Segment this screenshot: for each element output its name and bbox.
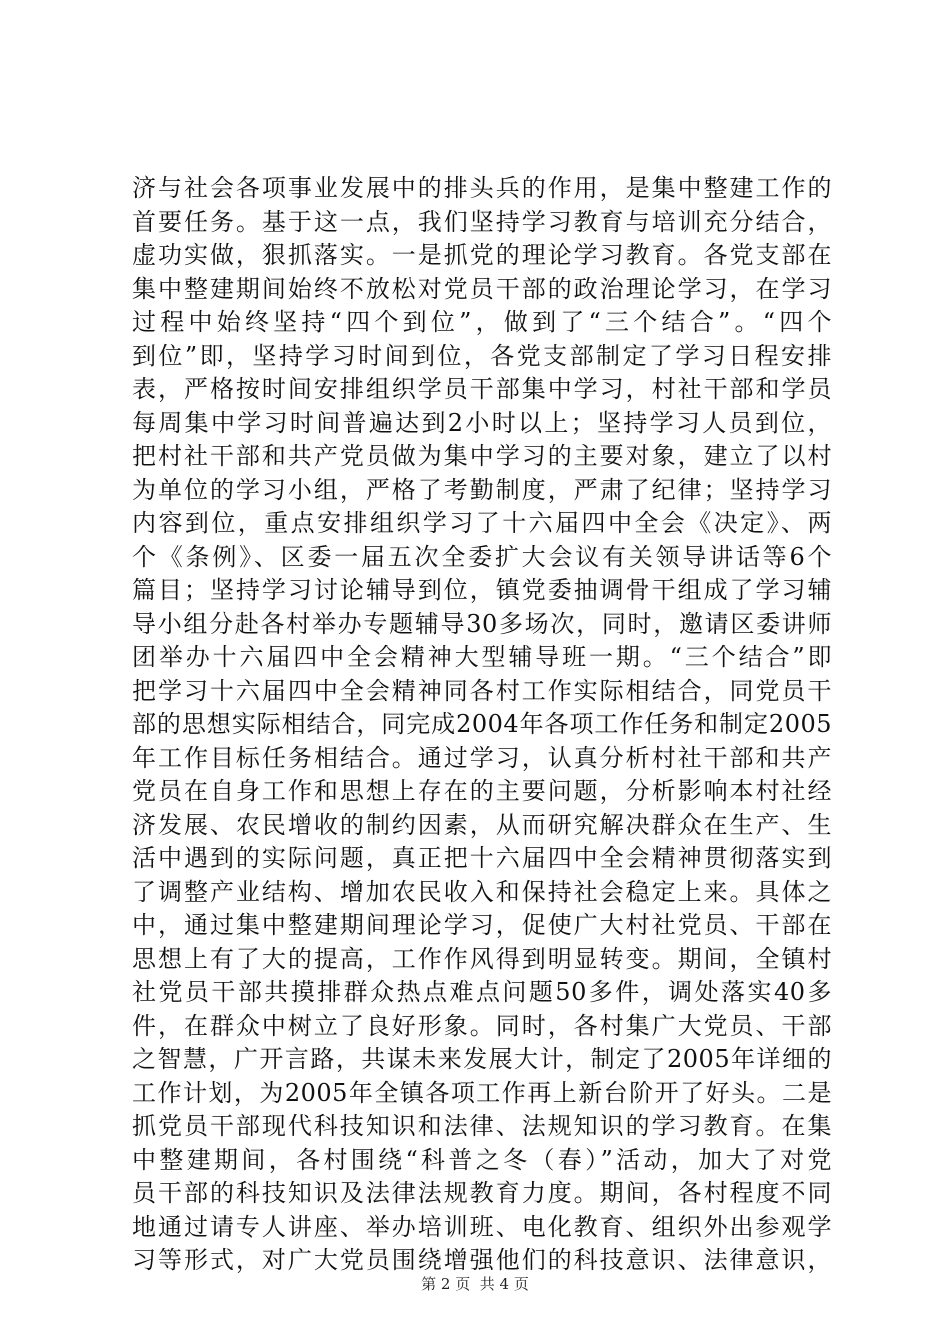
text-line: 党员在自身工作和思想上存在的主要问题，分析影响本村社经 <box>132 777 832 805</box>
text-line: 社党员干部共摸排群众热点难点问题50多件，调处落实40多 <box>132 978 832 1006</box>
body-text <box>132 172 832 1278</box>
text-line: 把村社干部和共产党员做为集中学习的主要对象，建立了以村 <box>132 442 832 470</box>
text-line: 员干部的科技知识及法律法规教育力度。期间，各村程度不同 <box>132 1179 832 1207</box>
text-line: 中整建期间，各村围绕“科普之冬（春）”活动，加大了对党 <box>132 1145 832 1174</box>
text-line: 个《条例》、区委一届五次全委扩大会议有关领导讲话等6个 <box>132 542 832 571</box>
text-line: 团举办十六届四中全会精神大型辅导班一期。“三个结合”即 <box>132 643 832 671</box>
page-footer: 第 2 页 共 4 页 <box>421 1275 529 1293</box>
text-line: 为单位的学习小组，严格了考勤制度，严肃了纪律；坚持学习 <box>132 475 832 504</box>
text-line: 年工作目标任务相结合。通过学习，认真分析村社干部和共产 <box>132 743 832 772</box>
text-line: 集中整建期间始终不放松对党员干部的政治理论学习，在学习 <box>132 274 832 303</box>
text-line: 地通过请专人讲座、举办培训班、电化教育、组织外出参观学 <box>132 1212 832 1241</box>
text-line: 首要任务。基于这一点，我们坚持学习教育与培训充分结合， <box>132 207 832 236</box>
text-line: 导小组分赴各村举办专题辅导30多场次，同时，邀请区委讲师 <box>132 609 832 638</box>
text-line: 过程中始终坚持“四个到位”，做到了“三个结合”。“四个 <box>132 308 832 336</box>
text-line: 活中遇到的实际问题，真正把十六届四中全会精神贯彻落实到 <box>132 844 832 872</box>
text-line: 把学习十六届四中全会精神同各村工作实际相结合，同党员干 <box>132 676 832 705</box>
text-line: 思想上有了大的提高，工作作风得到明显转变。期间，全镇村 <box>132 944 832 973</box>
text-line: 之智慧，广开言路，共谋未来发展大计，制定了2005年详细的 <box>132 1045 832 1073</box>
text-line: 虚功实做，狠抓落实。一是抓党的理论学习教育。各党支部在 <box>132 241 832 269</box>
text-line: 济发展、农民增收的制约因素，从而研究解决群众在生产、生 <box>132 810 832 839</box>
text-line: 抓党员干部现代科技知识和法律、法规知识的学习教育。在集 <box>132 1112 832 1140</box>
text-line: 内容到位，重点安排组织学习了十六届四中全会《决定》、两 <box>132 509 832 537</box>
text-line: 部的思想实际相结合，同完成2004年各项工作任务和制定2005 <box>132 710 832 738</box>
text-line: 工作计划，为2005年全镇各项工作再上新台阶开了好头。二是 <box>132 1078 832 1107</box>
text-line: 篇目；坚持学习讨论辅导到位，镇党委抽调骨干组成了学习辅 <box>132 576 832 604</box>
text-line: 济与社会各项事业发展中的排头兵的作用，是集中整建工作的 <box>132 174 832 202</box>
text-line: 每周集中学习时间普遍达到2小时以上；坚持学习人员到位， <box>132 408 832 437</box>
text-line: 习等形式，对广大党员围绕增强他们的科技意识、法律意识， <box>132 1246 832 1274</box>
text-line: 到位”即，坚持学习时间到位，各党支部制定了学习日程安排 <box>132 341 832 370</box>
text-line: 中，通过集中整建期间理论学习，促使广大村社党员、干部在 <box>132 911 832 939</box>
text-line: 了调整产业结构、增加农民收入和保持社会稳定上来。具体之 <box>132 877 832 906</box>
text-line: 表，严格按时间安排组织学员干部集中学习，村社干部和学员 <box>132 375 832 403</box>
text-line: 件，在群众中树立了良好形象。同时，各村集广大党员、干部 <box>132 1011 832 1040</box>
